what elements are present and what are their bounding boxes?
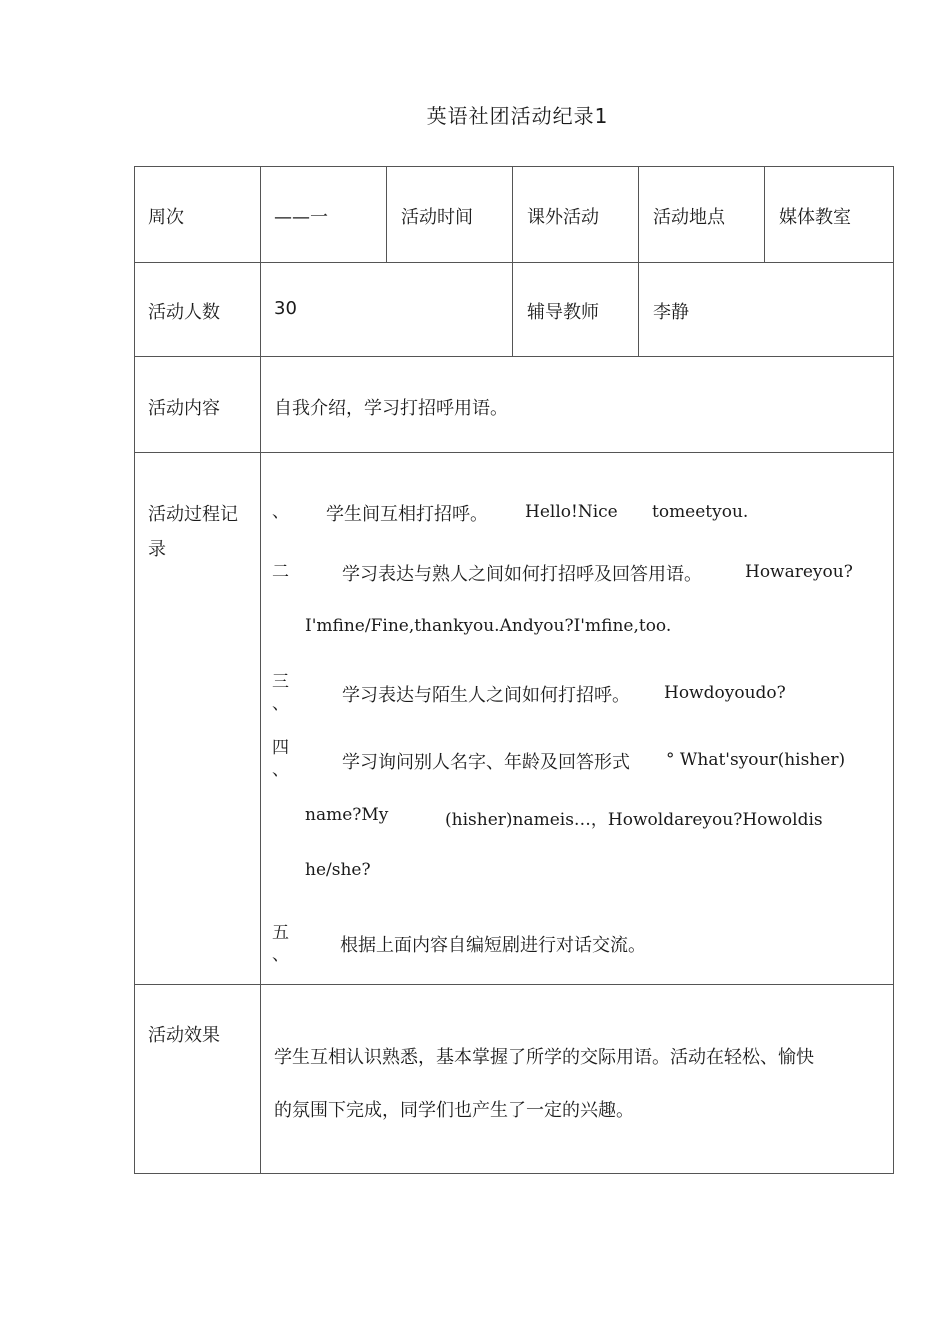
table-column-divider [512,166,513,356]
item-3-english-a: Howdoyoudo? [664,683,786,703]
item-4-marker-comma: 、 [272,760,289,780]
item-4-english-a: ° What'syour(hisher) [666,750,846,770]
teacher-label: 辅导教师 [527,302,599,323]
table-border-top [134,166,894,167]
activity-content-value: 自我介绍，学习打招呼用语。 [274,398,508,419]
activity-effect-line2: 的氛围下完成，同学们也产生了一定的兴趣。 [274,1100,634,1121]
item-4-text: 学习询问别人名字、年龄及回答形式 [342,752,630,773]
table-column-divider [638,166,639,356]
item-5-text: 根据上面内容自编短剧进行对话交流。 [340,935,646,956]
item-4-marker: 四 [272,738,289,758]
activity-time-value: 课外活动 [527,207,599,228]
table-border-right [893,166,894,1174]
item-1-english-b: tomeetyou. [652,502,749,522]
week-label: 周次 [148,207,184,228]
item-3-marker: 三 [272,672,289,692]
document-title: 英语社团活动纪录1 [426,104,609,128]
item-2-english-a: Howareyou? [745,562,853,582]
item-2-english-line2: I'mfine/Fine,thankyou.Andyou?I'mfine,too. [305,616,672,636]
table-row-divider [134,262,894,263]
item-3-text: 学习表达与陌生人之间如何打招呼。 [342,685,630,706]
activity-content-label: 活动内容 [148,398,220,419]
item-3-marker-comma: 、 [272,694,289,714]
table-column-divider [260,166,261,1174]
table-column-divider [764,166,765,262]
participant-count-value: 30 [274,298,297,319]
activity-effect-label: 活动效果 [148,1025,220,1046]
table-row-divider [134,356,894,357]
item-4-english-line2a: name?My [305,805,389,825]
item-2-marker: 二 [272,562,289,582]
table-border-bottom [134,1173,894,1174]
table-row-divider [134,452,894,453]
item-2-text: 学习表达与熟人之间如何打招呼及回答用语。 [342,564,702,585]
table-border-left [134,166,135,1174]
process-label-line2: 录 [148,539,166,560]
participant-count-label: 活动人数 [148,302,220,323]
activity-place-value: 媒体教室 [779,207,851,228]
item-4-english-line2b: (hisher)nameis…，Howoldareyou?Howoldis [445,810,823,830]
table-column-divider [386,166,387,262]
item-4-english-line3: he/she? [305,860,371,880]
process-label-line1: 活动过程记 [148,504,238,525]
item-5-marker-comma: 、 [272,945,289,965]
week-value: ——一 [274,207,328,228]
activity-time-label: 活动时间 [401,207,473,228]
teacher-value: 李静 [653,302,689,323]
item-1-text: 学生间互相打招呼。 [326,504,488,525]
activity-effect-line1: 学生互相认识熟悉，基本掌握了所学的交际用语。活动在轻松、愉快 [274,1047,814,1068]
activity-place-label: 活动地点 [653,207,725,228]
item-5-marker: 五 [272,923,289,943]
item-1-english-a: Hello!Nice [525,502,618,522]
item-1-marker: 、 [272,502,289,522]
table-row-divider [134,984,894,985]
